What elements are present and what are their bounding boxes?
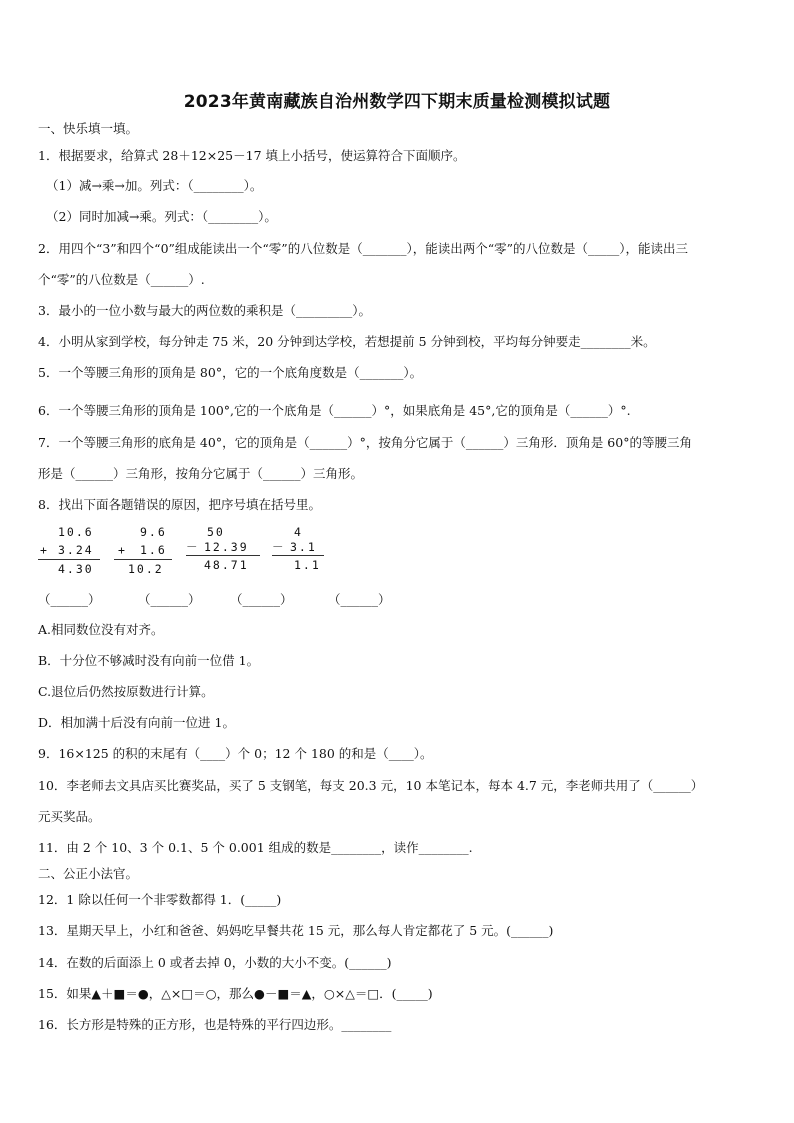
calc-rule [186, 555, 260, 556]
answer-blank-3[interactable]: （______） [230, 592, 293, 607]
question-11: 11．由 2 个 10、3 个 0.1、5 个 0.001 组成的数是________，读作________. [38, 840, 473, 855]
calc-second: 3.24 [58, 543, 94, 557]
section-heading-2: 二、公正小法官。 [38, 866, 139, 881]
calc-result: 10.2 [128, 562, 164, 576]
question-16: 16．长方形是特殊的正方形，也是特殊的平行四边形。________ [38, 1017, 392, 1032]
question-5: 5．一个等腰三角形的顶角是 80°，它的一个底角度数是（_______）。 [38, 365, 423, 380]
question-1: 1．根据要求，给算式 28＋12×25－17 填上小括号，使运算符合下面顺序。 [38, 148, 466, 163]
answer-blank-2[interactable]: （______） [138, 592, 201, 607]
question-13: 13．星期天早上，小红和爸爸、妈妈吃早餐共花 15 元，那么每人肯定都花了 5 元。(______) [38, 923, 554, 938]
page-title: 2023年黄南藏族自治州数学四下期末质量检测模拟试题 [183, 92, 611, 112]
question-7-line-2: 形是（______）三角形，按角分它属于（______）三角形。 [38, 466, 364, 481]
question-10-line-2: 元买奖品。 [38, 809, 101, 824]
calc-top: 4 [294, 525, 303, 539]
question-2-line-2: 个“零”的八位数是（______）. [38, 272, 205, 287]
question-12: 12．1 除以任何一个非零数都得 1．(_____) [38, 892, 282, 907]
calc-top: 50 [207, 525, 225, 539]
option-b: B．十分位不够减时没有向前一位借 1。 [38, 653, 260, 668]
calc-result: 48.71 [204, 558, 249, 572]
section-heading-1: 一、快乐填一填。 [38, 121, 139, 136]
calc-rule [114, 559, 172, 560]
calc-operator: － [272, 540, 286, 554]
calc-rule [38, 559, 100, 560]
question-8: 8．找出下面各题错误的原因，把序号填在括号里。 [38, 497, 321, 512]
calc-operator: + [40, 543, 49, 557]
calc-result: 4.30 [58, 562, 94, 576]
option-d: D．相加满十后没有向前一位进 1。 [38, 715, 235, 730]
question-4: 4．小明从家到学校，每分钟走 75 米，20 分钟到达学校，若想提前 5 分钟到校，平均每分钟要走________米。 [38, 334, 656, 349]
question-6: 6．一个等腰三角形的顶角是 100°,它的一个底角是（______）°，如果底角是 45°,它的顶角是（______）°. [38, 403, 631, 418]
calc-operator: + [118, 543, 127, 557]
question-10-line-1: 10．李老师去文具店买比赛奖品，买了 5 支钢笔，每支 20.3 元，10 本笔记本，每本 4.7 元，李老师共用了（______） [38, 778, 704, 793]
answer-blank-1[interactable]: （______） [38, 592, 101, 607]
option-a: A.相同数位没有对齐。 [38, 622, 164, 637]
calc-second: 1.6 [140, 543, 167, 557]
question-7-line-1: 7．一个等腰三角形的底角是 40°，它的顶角是（______）°，按角分它属于（______）三角形．顶角是 60°的等腰三角 [38, 435, 692, 450]
calc-rule [272, 555, 324, 556]
calc-top: 10.6 [58, 525, 94, 539]
option-c: C.退位后仍然按原数进行计算。 [38, 684, 214, 699]
answer-blank-4[interactable]: （______） [328, 592, 391, 607]
question-9: 9．16×125 的积的末尾有（____）个 0；12 个 180 的和是（____）。 [38, 746, 433, 761]
calc-second: 12.39 [204, 540, 249, 554]
question-15: 15．如果▲＋■＝●，△×□＝○，那么●－■＝▲，○×△＝□．(_____) [38, 986, 433, 1001]
question-1-part-2: （2）同时加减→乘。列式：（________）。 [46, 209, 277, 224]
question-2-line-1: 2．用四个“3”和四个“0”组成能读出一个“零”的八位数是（_______），能读出两个“零”的八位数是（_____），能读出三 [38, 241, 688, 256]
question-1-part-1: （1）减→乘→加。列式：（________）。 [46, 178, 263, 193]
question-14: 14．在数的后面添上 0 或者去掉 0，小数的大小不变。(______) [38, 955, 392, 970]
calc-second: 3.1 [290, 540, 317, 554]
question-3: 3．最小的一位小数与最大的两位数的乘积是（_________）。 [38, 303, 371, 318]
calc-operator: － [186, 540, 200, 554]
calc-result: 1.1 [294, 558, 321, 572]
calc-top: 9.6 [140, 525, 167, 539]
